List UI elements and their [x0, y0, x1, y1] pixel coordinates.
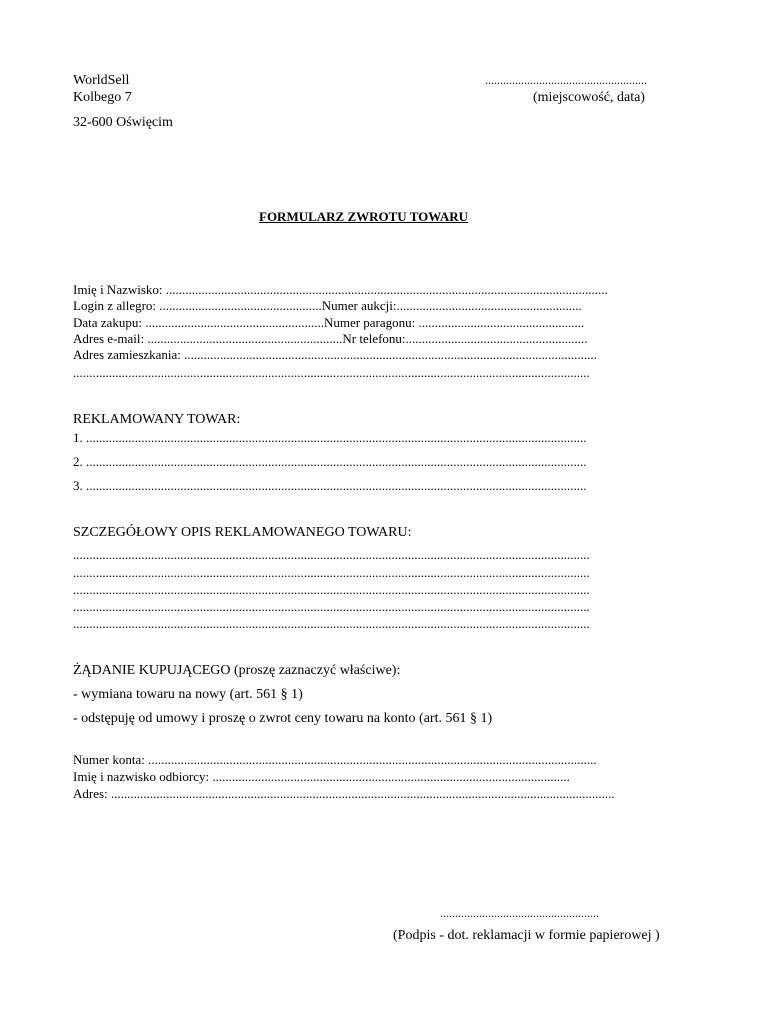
- email-phone-field: Adres e-mail: ............................................................Nr telefonu:........................................................: [73, 331, 588, 346]
- description-line-2: ...............................................................................................................................................................: [73, 565, 590, 580]
- purchase-receipt-field: Data zakupu: .......................................................Numer paragonu: ...................................................: [73, 315, 585, 330]
- sender-city: 32-600 Oświęcim: [73, 115, 173, 130]
- page-title: FORMULARZ ZWROTU TOWARU: [259, 209, 468, 224]
- goods-item-1: 1. ..........................................................................................................................................................: [73, 430, 587, 445]
- description-line-5: ...............................................................................................................................................................: [73, 616, 590, 631]
- place-date-label: (miejscowość, data): [533, 90, 645, 105]
- description-line-1: ...............................................................................................................................................................: [73, 547, 590, 562]
- address-continuation: ...............................................................................................................................................................: [73, 365, 590, 380]
- place-date-dots: ......................................................: [485, 73, 647, 87]
- goods-heading: REKLAMOWANY TOWAR:: [73, 412, 241, 427]
- description-heading: SZCZEGÓŁOWY OPIS REKLAMOWANEGO TOWARU:: [73, 525, 412, 540]
- recipient-name-field: Imię i nazwisko odbiorcy: ..............................................................................................................: [73, 769, 570, 784]
- name-field: Imię i Nazwisko: ........................................................................................................................................: [73, 282, 608, 297]
- description-line-3: ...............................................................................................................................................................: [73, 582, 590, 597]
- description-line-4: ...............................................................................................................................................................: [73, 599, 590, 614]
- signature-label: (Podpis - dot. reklamacji w formie papierowej ): [393, 928, 660, 943]
- account-number-field: Numer konta: ..........................................................................................................................................: [73, 752, 597, 767]
- demand-option-exchange: - wymiana towaru na nowy (art. 561 § 1): [73, 687, 303, 702]
- sender-street: Kolbego 7: [73, 90, 132, 105]
- sender-name: WorldSell: [73, 73, 130, 88]
- address-field: Adres zamieszkania: ...............................................................................................................................: [73, 347, 597, 362]
- login-auction-field: Login z allegro: ..................................................Numer aukcji:.........................................................: [73, 298, 582, 313]
- goods-item-3: 3. ..........................................................................................................................................................: [73, 478, 587, 493]
- demand-option-refund: - odstępuję od umowy i proszę o zwrot ceny towaru na konto (art. 561 § 1): [73, 711, 493, 726]
- recipient-address-field: Adres: ...........................................................................................................................................................: [73, 786, 615, 801]
- goods-item-2: 2. ..........................................................................................................................................................: [73, 454, 587, 469]
- signature-dots: .....................................................: [440, 906, 599, 920]
- demand-heading: ŻĄDANIE KUPUJĄCEGO (proszę zaznaczyć właściwe):: [73, 663, 401, 678]
